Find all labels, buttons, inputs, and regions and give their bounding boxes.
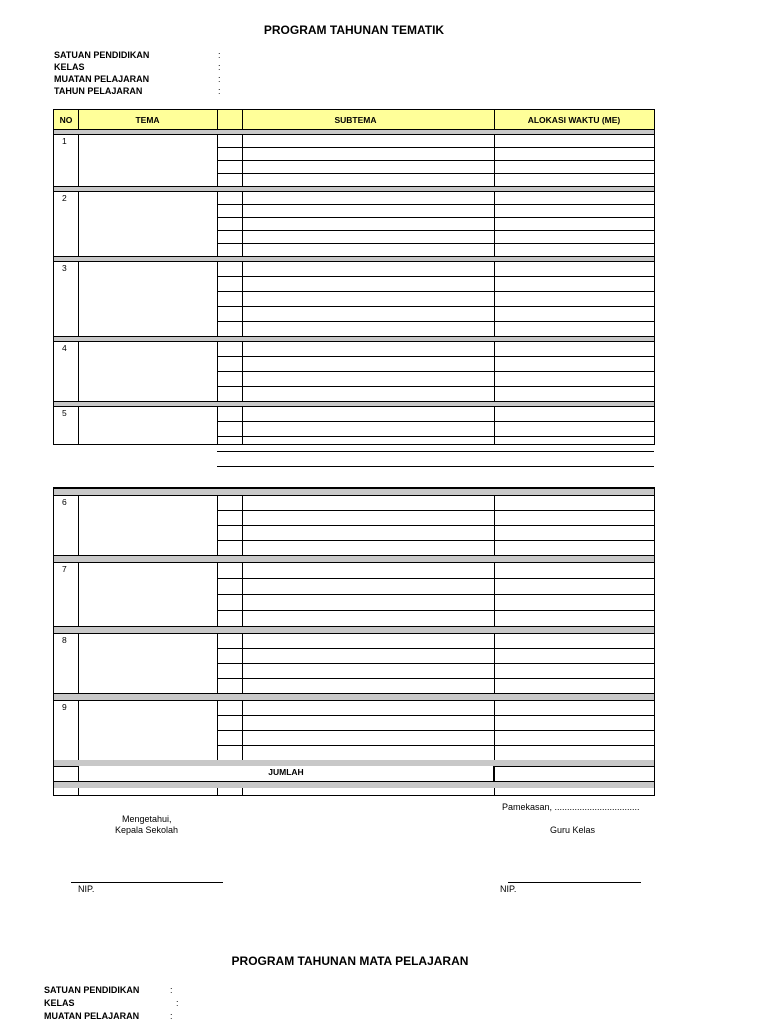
row-number: 3 bbox=[62, 263, 67, 273]
page-title: PROGRAM TAHUNAN TEMATIK bbox=[263, 23, 445, 37]
subtema-line bbox=[217, 578, 654, 579]
header-alokasi: ALOKASI WAKTU (ME) bbox=[527, 114, 621, 125]
column-divider bbox=[78, 488, 79, 795]
nip-right: NIP. bbox=[500, 884, 517, 894]
row-line bbox=[54, 626, 654, 627]
theme-table-part-2 bbox=[53, 487, 655, 796]
row-line bbox=[54, 488, 654, 489]
place-date: Pamekasan, .................................. bbox=[502, 802, 640, 812]
subtema-line bbox=[217, 291, 654, 292]
subtema-line bbox=[217, 173, 654, 174]
row-number: 9 bbox=[62, 702, 67, 712]
second-meta-label-kelas: KELAS bbox=[44, 998, 75, 1008]
second-meta-colon-muatan: : bbox=[170, 1011, 173, 1021]
row-number: 1 bbox=[62, 136, 67, 146]
subtema-line bbox=[217, 386, 654, 387]
subtema-line bbox=[217, 525, 654, 526]
second-meta-colon-kelas: : bbox=[176, 998, 179, 1008]
row-separator bbox=[54, 488, 654, 495]
row-line bbox=[54, 341, 654, 342]
row-line bbox=[54, 336, 654, 337]
acknowledged-label: Mengetahui, bbox=[122, 814, 172, 824]
subtema-line bbox=[217, 745, 654, 746]
row-line bbox=[54, 261, 654, 262]
teacher-label: Guru Kelas bbox=[550, 825, 596, 835]
row-number: 4 bbox=[62, 343, 67, 353]
principal-label: Kepala Sekolah bbox=[115, 825, 179, 835]
row-line bbox=[54, 186, 654, 187]
second-meta-label-muatan: MUATAN PELAJARAN bbox=[44, 1011, 140, 1021]
meta-label-satuan: SATUAN PENDIDIKAN bbox=[54, 50, 150, 60]
subtema-line bbox=[217, 204, 654, 205]
header-subtema: SUBTEMA bbox=[334, 114, 377, 125]
row-number: 7 bbox=[62, 564, 67, 574]
subtema-line bbox=[217, 217, 654, 218]
meta-label-kelas: KELAS bbox=[54, 62, 85, 72]
row-line bbox=[54, 256, 654, 257]
row-line bbox=[54, 562, 654, 563]
subtema-line bbox=[217, 510, 654, 511]
second-meta-label-satuan: SATUAN PENDIDIKAN bbox=[44, 985, 140, 995]
row-line bbox=[54, 191, 654, 192]
row-line bbox=[54, 693, 654, 694]
row-separator bbox=[54, 693, 654, 700]
total-label: JUMLAH bbox=[268, 767, 304, 777]
column-divider bbox=[78, 110, 79, 444]
row-line bbox=[54, 495, 654, 496]
second-page-title: PROGRAM TAHUNAN MATA PELAJARAN bbox=[231, 954, 469, 968]
column-divider bbox=[494, 488, 495, 795]
meta-label-muatan: MUATAN PELAJARAN bbox=[54, 74, 150, 84]
subtema-line bbox=[217, 648, 654, 649]
subtema-line bbox=[217, 678, 654, 679]
meta-colon-satuan: : bbox=[218, 50, 221, 60]
subtema-line bbox=[217, 371, 654, 372]
row-line bbox=[54, 700, 654, 701]
subtema-line bbox=[217, 356, 654, 357]
meta-colon-kelas: : bbox=[218, 62, 221, 72]
subtema-line bbox=[217, 540, 654, 541]
teacher-signature-line bbox=[508, 882, 641, 883]
principal-signature-line bbox=[71, 882, 223, 883]
subtema-line bbox=[217, 306, 654, 307]
column-divider bbox=[242, 488, 243, 795]
second-meta-colon-satuan: : bbox=[170, 985, 173, 995]
total-row bbox=[78, 766, 494, 781]
header-no: NO bbox=[59, 114, 73, 125]
column-divider bbox=[217, 488, 218, 795]
row-number: 2 bbox=[62, 193, 67, 203]
row-separator bbox=[54, 555, 654, 562]
row-line bbox=[54, 129, 654, 130]
row-number: 8 bbox=[62, 635, 67, 645]
subtema-line bbox=[217, 147, 654, 148]
subtema-line bbox=[217, 730, 654, 731]
row-line bbox=[54, 633, 654, 634]
table-header-row bbox=[54, 110, 654, 130]
theme-table-part-1 bbox=[53, 109, 655, 445]
subtema-line bbox=[217, 276, 654, 277]
meta-label-tahun: TAHUN PELAJARAN bbox=[54, 86, 143, 96]
row-separator bbox=[54, 626, 654, 633]
subtema-line bbox=[217, 610, 654, 611]
subtema-line bbox=[217, 451, 654, 452]
subtema-line bbox=[217, 230, 654, 231]
subtema-line bbox=[217, 436, 654, 437]
subtema-line bbox=[217, 466, 654, 467]
subtema-line bbox=[217, 594, 654, 595]
row-line bbox=[54, 555, 654, 556]
subtema-line bbox=[217, 160, 654, 161]
row-line bbox=[54, 134, 654, 135]
row-separator bbox=[54, 782, 654, 788]
subtema-line bbox=[217, 321, 654, 322]
row-line bbox=[54, 401, 654, 402]
nip-left: NIP. bbox=[78, 884, 95, 894]
subtema-line bbox=[217, 715, 654, 716]
subtema-line bbox=[217, 421, 654, 422]
row-line bbox=[54, 406, 654, 407]
row-number: 5 bbox=[62, 408, 67, 418]
subtema-line bbox=[217, 663, 654, 664]
header-tema: TEMA bbox=[135, 114, 160, 125]
meta-colon-muatan: : bbox=[218, 74, 221, 84]
row-number: 6 bbox=[62, 497, 67, 507]
subtema-line bbox=[217, 243, 654, 244]
meta-colon-tahun: : bbox=[218, 86, 221, 96]
